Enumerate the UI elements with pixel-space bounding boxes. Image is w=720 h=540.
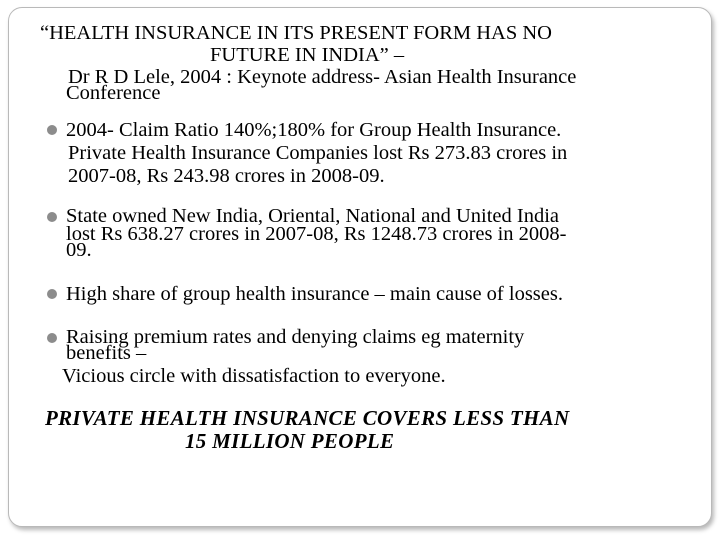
bullet-2-line-1: State owned New India, Oriental, National and United India	[66, 205, 559, 227]
bullet-icon	[47, 289, 57, 299]
closing-line-2: 15 MILLION PEOPLE	[185, 429, 395, 453]
bullet-1-line-2: Private Health Insurance Companies lost Rs 273.83 crores in	[68, 142, 568, 164]
bullet-icon	[47, 125, 57, 135]
bullet-2-line-2: lost Rs 638.27 crores in 2007-08, Rs 1248.73 crores in 2008-	[66, 223, 567, 245]
bullet-2-line-3: 09.	[66, 239, 92, 261]
bullet-1-line-1: 2004- Claim Ratio 140%;180% for Group Health Insurance.	[66, 119, 562, 141]
bullet-4-line-3: Vicious circle with dissatisfaction to everyone.	[62, 365, 446, 387]
closing-line-1: PRIVATE HEALTH INSURANCE COVERS LESS THAN	[45, 406, 570, 430]
quote-line-1: “HEALTH INSURANCE IN ITS PRESENT FORM HAS NO	[40, 22, 552, 44]
quote-attribution-2: Conference	[66, 82, 161, 104]
quote-line-2: FUTURE IN INDIA” –	[210, 44, 405, 66]
bullet-icon	[47, 212, 57, 222]
bullet-1-line-3: 2007-08, Rs 243.98 crores in 2008-09.	[68, 165, 385, 187]
quote-attribution-1: Dr R D Lele, 2004 : Keynote address- Asian Health Insurance	[68, 66, 577, 88]
bullet-4-line-1: Raising premium rates and denying claims eg maternity	[66, 326, 525, 348]
bullet-icon	[47, 333, 57, 343]
bullet-3-line-1: High share of group health insurance – main cause of losses.	[66, 283, 563, 305]
bullet-4-line-2: benefits –	[66, 342, 147, 364]
